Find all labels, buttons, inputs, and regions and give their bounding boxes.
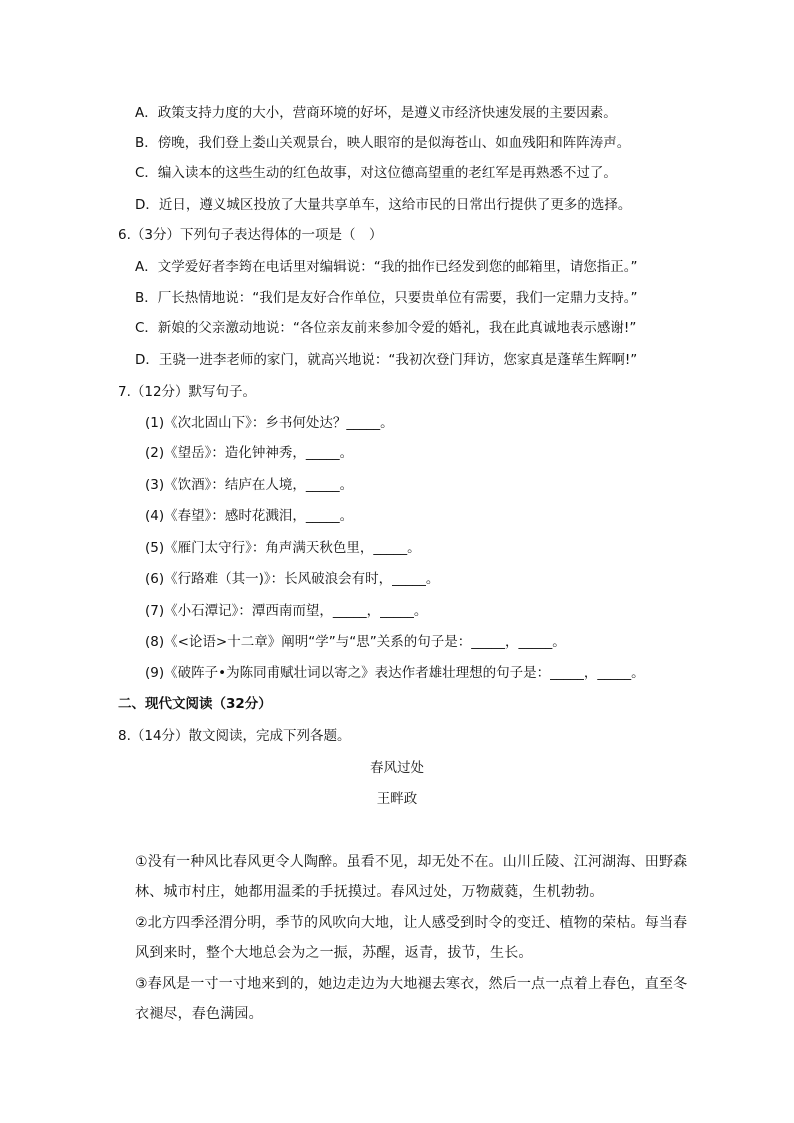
q5-option-a: A．政策支持力度的大小，营商环境的好坏，是遵义市经济快速发展的主要因素。	[135, 105, 617, 121]
q7-item: (1)《次北固山下》：乡书何处达？_____。	[145, 415, 394, 431]
q7-item: (3)《饮酒》：结庐在人境，_____。	[145, 477, 354, 493]
q6-option-a: A．文学爱好者李筠在电话里对编辑说：“我的拙作已经发到您的邮箱里，请您指正。”	[135, 259, 638, 275]
q8-stem: 8.（14分）散文阅读，完成下列各题。	[118, 728, 351, 744]
article-paragraph-2: ②北方四季泾渭分明，季节的风吹向大地，让人感受到时令的变迁、植物的荣枯。每当春风到来时，整个大地总会为之一振，苏醒，返青，拔节，生长。	[135, 915, 688, 961]
section-heading: 二、现代文阅读（32分）	[118, 696, 272, 712]
q7-item: (2)《望岳》：造化钟神秀，_____。	[145, 445, 354, 461]
q6-stem: 6.（3分）下列句子表达得体的一项是（ ）	[118, 227, 383, 243]
q7-item: (8)《<论语>十二章》阐明“学”与“思”关系的句子是：_____，_____。	[145, 634, 566, 650]
q7-item: (6)《行路难（其一)》：长风破浪会有时，_____。	[145, 571, 440, 587]
q7-item: (9)《破阵子•为陈同甫赋壮词以寄之》表达作者雄壮理想的句子是：_____，_____。	[145, 665, 645, 681]
q6-option-d: D．王骁一进李老师的家门，就高兴地说：“我初次登门拜访，您家真是蓬荜生辉啊!”	[135, 352, 638, 368]
q7-item: (5)《雁门太守行》：角声满天秋色里，_____。	[145, 540, 421, 556]
q7-item: (4)《春望》：感时花溅泪，_____。	[145, 508, 354, 524]
q6-option-b: B．厂长热情地说：“我们是友好合作单位，只要贵单位有需要，我们一定鼎力支持。”	[135, 290, 638, 306]
q5-option-d: D．近日，遵义城区投放了大量共享单车，这给市民的日常出行提供了更多的选择。	[135, 197, 632, 213]
article-paragraph-1: ①没有一种风比春风更令人陶醉。虽看不见，却无处不在。山川丘陵、江河湖海、田野森林、城市村庄，她都用温柔的手抚摸过。春风过处，万物葳蕤，生机勃勃。	[135, 854, 688, 900]
article-paragraph-3: ③春风是一寸一寸地来到的，她边走边为大地褪去寒衣，然后一点一点着上春色，直至冬衣褪尽，春色满园。	[135, 976, 688, 1022]
article-title: 春风过处	[370, 760, 424, 776]
q7-item: (7)《小石潭记》：潭西南而望，_____，_____。	[145, 603, 428, 619]
article-author: 王畔政	[376, 791, 418, 807]
q5-option-b: B．傍晚，我们登上娄山关观景台，映人眼帘的是似海苍山、如血残阳和阵阵涛声。	[135, 135, 631, 151]
q5-option-c: C．编入读本的这些生动的红色故事，对这位德高望重的老红军是再熟悉不过了。	[135, 165, 617, 181]
q7-stem: 7.（12分）默写句子。	[118, 384, 257, 400]
q6-option-c: C．新娘的父亲激动地说：“各位亲友前来参加令爱的婚礼，我在此真诚地表示感谢!”	[135, 320, 637, 336]
